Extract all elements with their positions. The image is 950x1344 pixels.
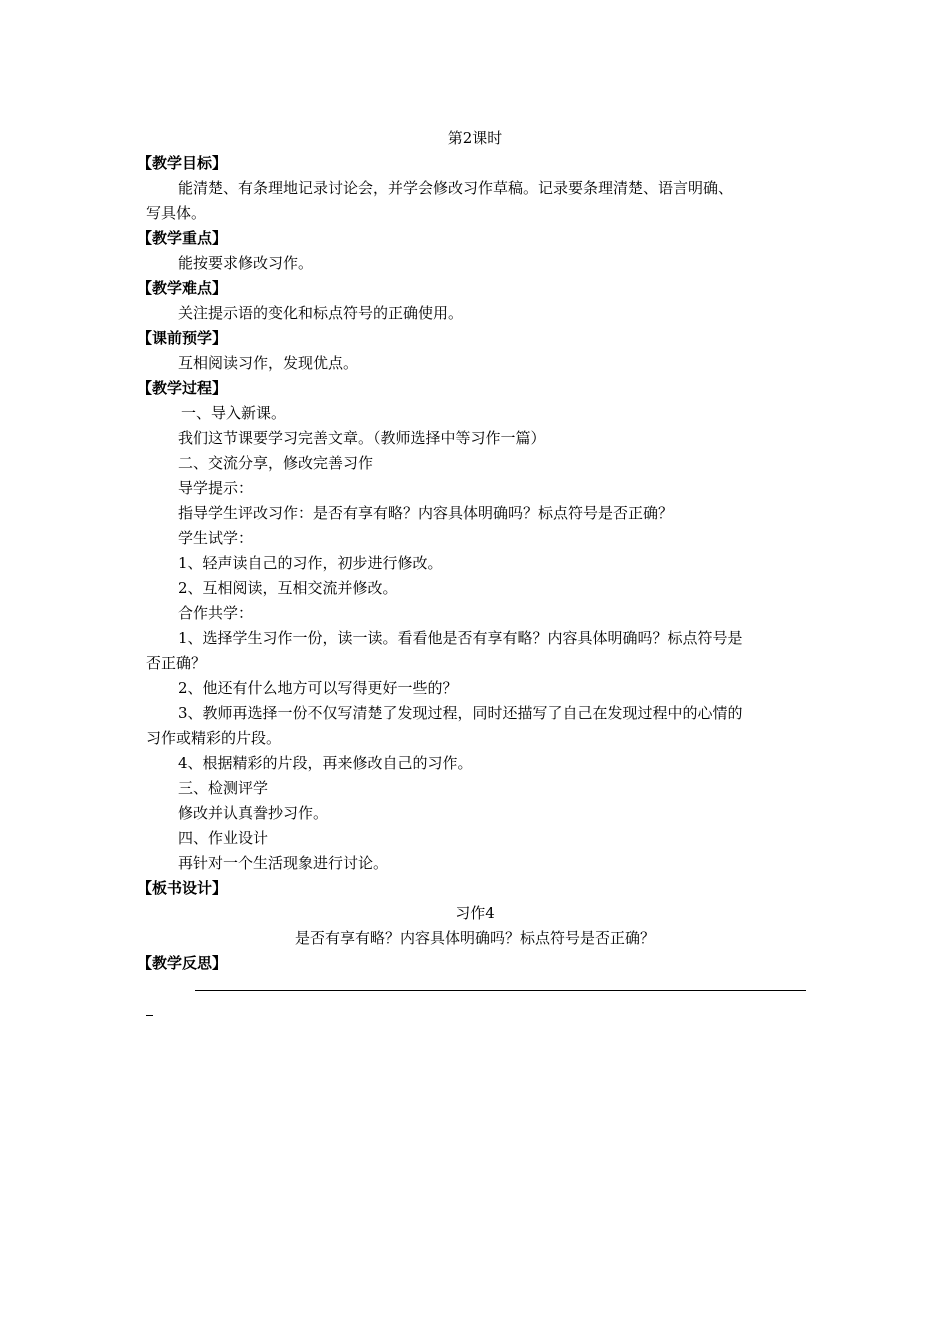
board-title: 习作4 bbox=[455, 904, 495, 922]
process-line: 2、他还有什么地方可以写得更好一些的？ bbox=[178, 679, 458, 697]
process-line: 1、轻声读自己的习作，初步进行修改。 bbox=[178, 554, 443, 572]
heading-preview: 【课前预学】 bbox=[137, 329, 228, 347]
process-line: 我们这节课要学习完善文章。（教师选择中等习作一篇） bbox=[178, 429, 546, 447]
process-line: 学生试学： bbox=[178, 529, 254, 547]
reflection-rule-line bbox=[195, 990, 806, 991]
heading-key-points: 【教学重点】 bbox=[137, 229, 228, 247]
process-line: 指导学生评改习作：是否有享有略？内容具体明确吗？标点符号是否正确？ bbox=[178, 504, 674, 522]
key-points-line: 能按要求修改习作。 bbox=[178, 254, 314, 272]
process-line: 3、教师再选择一份不仅写清楚了发现过程，同时还描写了自己在发现过程中的心情的 bbox=[178, 704, 743, 722]
process-line: 修改并认真誊抄习作。 bbox=[178, 804, 329, 822]
heading-board-design: 【板书设计】 bbox=[137, 879, 228, 897]
process-line: 一、导入新课。 bbox=[181, 404, 287, 422]
process-line: 二、交流分享，修改完善习作 bbox=[178, 454, 374, 472]
preview-line: 互相阅读习作，发现优点。 bbox=[178, 354, 359, 372]
objectives-line: 写具体。 bbox=[146, 204, 207, 222]
lesson-title: 第2课时 bbox=[447, 129, 503, 147]
difficulties-line: 关注提示语的变化和标点符号的正确使用。 bbox=[178, 304, 464, 322]
process-line: 再针对一个生活现象进行讨论。 bbox=[178, 854, 389, 872]
heading-objectives: 【教学目标】 bbox=[137, 154, 228, 172]
board-line: 是否有享有略？内容具体明确吗？标点符号是否正确？ bbox=[294, 929, 655, 947]
process-line: 1、选择学生习作一份，读一读。看看他是否有享有略？内容具体明确吗？标点符号是 bbox=[178, 629, 743, 647]
heading-process: 【教学过程】 bbox=[137, 379, 228, 397]
heading-difficulties: 【教学难点】 bbox=[137, 279, 228, 297]
process-line: 否正确？ bbox=[146, 654, 207, 672]
process-line: 2、互相阅读，互相交流并修改。 bbox=[178, 579, 398, 597]
process-line: 四、作业设计 bbox=[178, 829, 269, 847]
process-line: 三、检测评学 bbox=[178, 779, 269, 797]
heading-reflection: 【教学反思】 bbox=[137, 954, 228, 972]
process-line: 导学提示： bbox=[178, 479, 254, 497]
reflection-dash bbox=[146, 1015, 153, 1016]
process-line: 习作或精彩的片段。 bbox=[146, 729, 282, 747]
objectives-line: 能清楚、有条理地记录讨论会，并学会修改习作草稿。记录要条理清楚、语言明确、 bbox=[178, 179, 734, 197]
process-line: 4、根据精彩的片段，再来修改自己的习作。 bbox=[178, 754, 473, 772]
process-line: 合作共学： bbox=[178, 604, 254, 622]
